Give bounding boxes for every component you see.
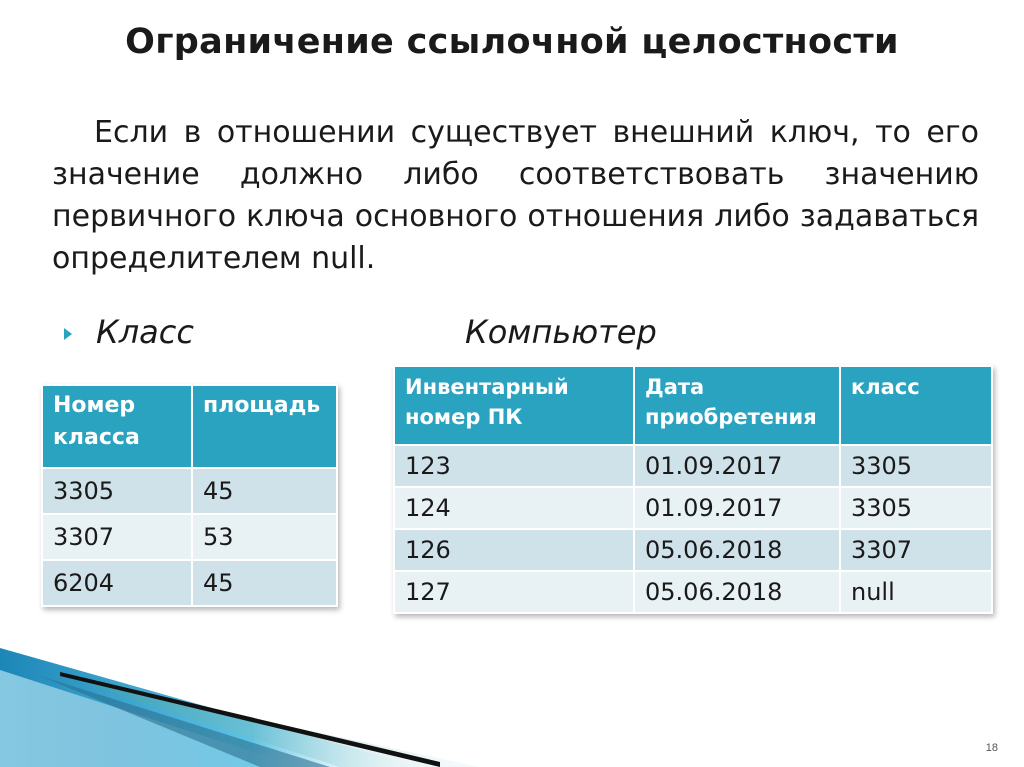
table-cell: 3305 [840, 445, 992, 487]
table-cell: 3305 [42, 468, 192, 514]
column-header: класс [840, 366, 992, 445]
column-header: площадь [192, 385, 337, 468]
table-cell: 3307 [840, 529, 992, 571]
table-row [394, 445, 992, 487]
table-cell: 53 [192, 514, 337, 560]
table-cell: 05.06.2018 [634, 529, 840, 571]
table-row [42, 468, 337, 514]
table-row [42, 514, 337, 560]
table-cell: 6204 [42, 560, 192, 606]
table-cell: 123 [394, 445, 634, 487]
table-labels-row [0, 313, 1024, 357]
table-cell: 45 [192, 468, 337, 514]
table-header-row [394, 366, 992, 445]
table-cell: 3307 [42, 514, 192, 560]
table-cell: 127 [394, 571, 634, 613]
table-computer [393, 365, 993, 614]
slide-title: Ограничение ссылочной целостности [125, 22, 899, 62]
table-cell: null [840, 571, 992, 613]
table-row [394, 487, 992, 529]
table-header-row [42, 385, 337, 468]
label-computer: Компьютер [465, 313, 657, 351]
table-cell: 05.06.2018 [634, 571, 840, 613]
column-header: Номер класса [42, 385, 192, 468]
bullet-arrow-icon [64, 328, 72, 340]
table-cell: 124 [394, 487, 634, 529]
table-cell: 3305 [840, 487, 992, 529]
definition-paragraph: Если в отношении существует внешний ключ, то его значение должно либо соответствовать значению первичного ключа основного отношения либо задаваться определителем null. [52, 115, 979, 276]
page-number: 18 [985, 742, 998, 754]
table-row [394, 571, 992, 613]
table-cell: 126 [394, 529, 634, 571]
table-row [394, 529, 992, 571]
column-header: Дата приобретения [634, 366, 840, 445]
table-klass [41, 384, 338, 607]
table-cell: 45 [192, 560, 337, 606]
column-header: Инвентарный номер ПК [394, 366, 634, 445]
table-row [42, 560, 337, 606]
table-cell: 01.09.2017 [634, 487, 840, 529]
label-klass: Класс [96, 313, 194, 351]
table-cell: 01.09.2017 [634, 445, 840, 487]
